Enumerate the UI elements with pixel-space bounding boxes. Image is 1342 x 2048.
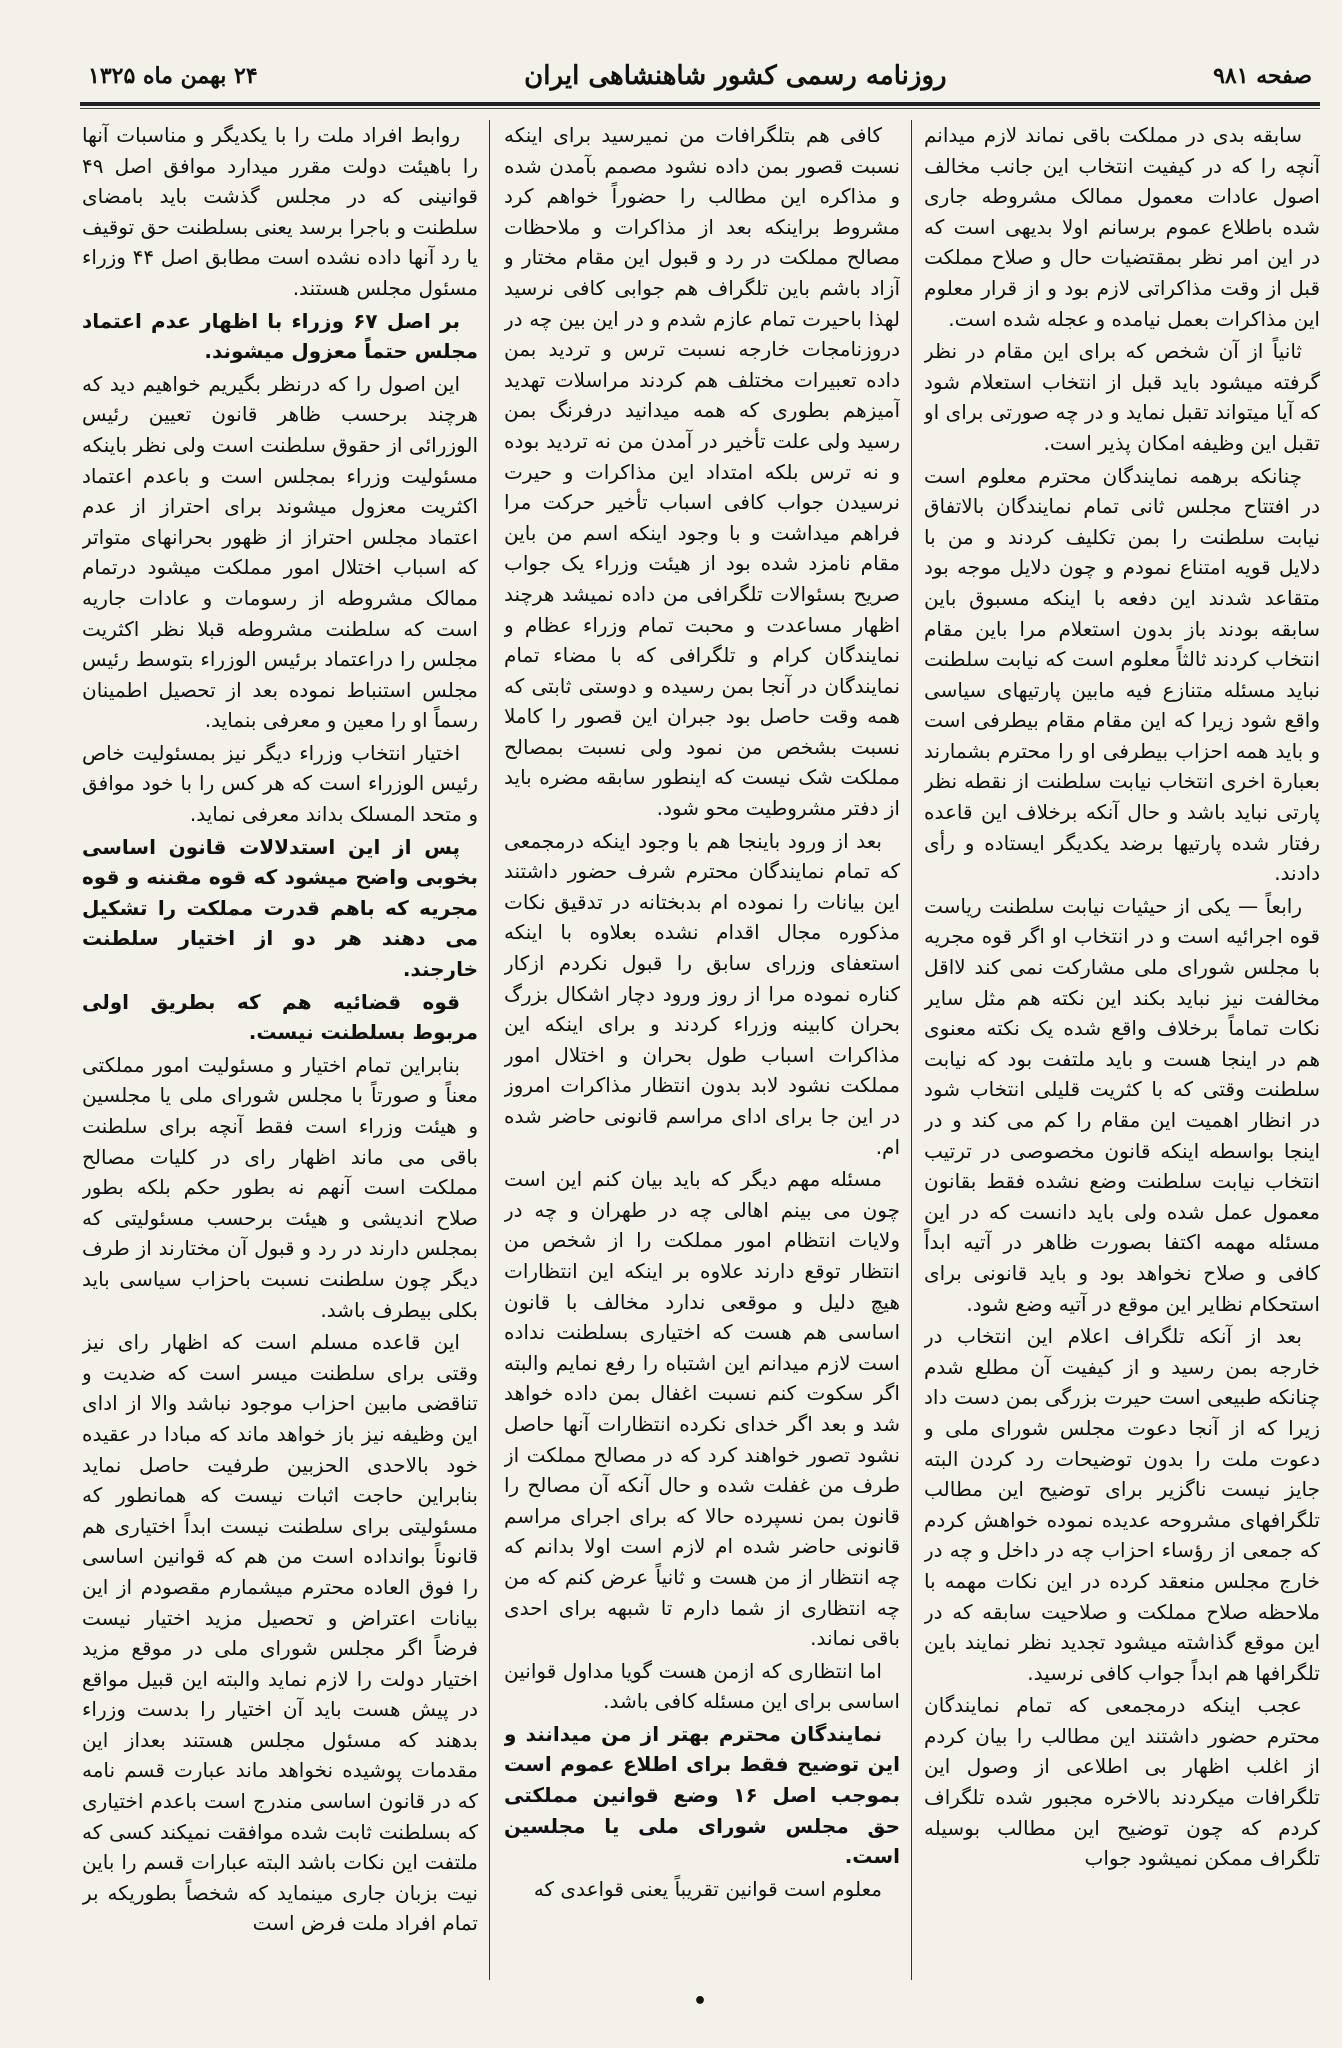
paragraph: چنانکه برهمه نمایندگان محترم معلوم است در افتتاح مجلس ثانی تمام نمایندگان بالاتفاق نیابت سلطنت را بمن تکلیف کردند و من با دلایل قویه امتناع نمودم و چون دلایل موجه بود متقاعد شدند این دفعه با اینکه مسبوق باین سابقه بودند باز بدون استعلام مرا باین مقام انتخاب کردند ثالثاً معلوم است که نیابت سلطنت نباید مسئله متنازع فیه مابین پارتیهای سیاسی واقع شود زیرا که این مقام مقام بیطرفی است و باید همه احزاب بیطرفی او را محترم بشمارند بعبارة اخری انتخاب نیابت سلطنت از نقطه نظر پارتی نباید باشد و حال آنکه برخلاف این قاعده رفتار شده پارتیها برضد یکدیگر ایستاده و رأی دادند. — [924, 463, 1320, 886]
article-columns — [80, 120, 1320, 1980]
paragraph: کافی هم بتلگرافات من نمیرسید برای اینکه نسبت قصور بمن داده نشود مصمم بآمدن شده و مذاکره این مطالب را حضوراً خواهم کرد مشروط براینکه بعد از مذاکرات و ملاحظات مصالح مملکت در رد و قبول این مقام مختار و آزاد باشم باین تلگراف هم جوابی کافی نرسید لهذا باحیرت تمام عازم شدم و در این بین چه در دروزنامجات خارجه نسبت ترس و تردید بمن داده تعبیرات مختلف هم کردند مراسلات تهدید آمیزهم بطوری که همه میدانید درفرنگ بمن رسید ولی علت تأخیر در آمدن من نه تردید بوده و نه ترس بلکه امتداد این مذاکرات و حیرت نرسیدن جواب کافی اسباب تأخیر حرکت مرا فراهم میداشت و با وجود اینکه اسم من باین مقام نامزد شده بود از هیئت وزراء یک جواب صریح بسئوالات تلگرافی من داده نمیشد هرچند اظهار مساعدت و محبت تمام وزراء عظام و نمایندگان کرام و تلگرافی که با مضاء تمام نمایندگان در آنجا بمن رسیده و دوستی ثابتی که همه وقت حاصل بود جبران این قصور را کاملا نسبت بشخص من نمود ولی نسبت بمصالح مملکت شک نیست که اینطور سابقه مضره باید از دفتر مشروطیت محو شود. — [504, 123, 900, 821]
paragraph: پس از این استدلالات قانون اساسی بخوبی واضح میشود که قوه مقننه و قوه مجریه که باهم قدرت مملکت را تشکیل می دهند هر دو از اختیار سلطنت خارجند. — [82, 834, 478, 982]
column-left — [82, 120, 478, 1980]
paragraph: ثانیاً از آن شخص که برای این مقام در نظر گرفته میشود باید قبل از انتخاب استعلام شود که آیا میتواند تقبل نماید و در چه صورتی برای او تقبل این وظیفه امکان پذیر است. — [924, 339, 1320, 455]
column-middle — [504, 120, 900, 1980]
paragraph: بنابراین تمام اختیار و مسئولیت امور مملکتی معناً و صورتاً با مجلس شورای ملی یا مجلسین و هیئت وزراء است فقط آنچه برای سلطنت باقی می ماند اظهار رای در کلیات مصالح مملکت است آنهم نه بطور حکم بلکه بطور صلاح اندیشی و هیئت برحسب مسئولیتی که بمجلس دارند در رد و قبول آن مختارند از طرف دیگر چون سلطنت نسبت باحزاب سیاسی باید بکلی بیطرف باشد. — [82, 1052, 478, 1322]
paragraph: رابعاً — یکی از حیثیات نیابت سلطنت ریاست قوه اجرائیه است و در انتخاب او اگر قوه مجریه با مجلس شورای ملی مشارکت نمی کند لااقل مخالفت نیز نباید بکند این نکته هم مثل سایر نکات تماماً برخلاف واقع شده یک نکته معنوی هم در اینجا هست و باید ملتفت بود که نیابت سلطنت وقتی که با کثریت قلیلی انتخاب شود در انظار اهمیت این مقام را کم می کند و در اینجا بواسطه اینکه قانون مخصوصی در ترتیب انتخاب نیابت سلطنت وضع نشده فقط بقانون معمول عمل شده ولی باید دانست که در این مسئله مهمه اکتفا بصورت ظاهر در آتیه ابداً کافی و صلاح نخواهد بود و باید قانونی برای استحکام نظایر این موقع در آتیه وضع شود. — [924, 893, 1320, 1316]
paragraph: معلوم است قوانین تقریباً یعنی قواعدی که — [533, 1876, 882, 1901]
newspaper-page — [80, 30, 1320, 2020]
paragraph: بر اصل ۶۷ وزراء با اظهار عدم اعتماد مجلس حتماً معزول میشوند. — [82, 308, 478, 364]
paragraph: سابقه بدی در مملکت باقی نماند لازم میدانم آنچه را که در کیفیت انتخاب این جانب مخالف اصول عادات معمول ممالک مشروطه جاری شده باطلاع عموم برسانم اولا بدیهی است که در این امر نظر بمقتضیات حال و صلاح مملکت قبل از وقت مذاکراتی لازم بود و از قرار معلوم این مذاکرات بعمل نیامده و عجله شده است. — [924, 123, 1320, 331]
paragraph: این قاعده مسلم است که اظهار رای نیز وقتی برای سلطنت میسر است که ضدیت و تناقضی مابین احزاب موجود نباشد والا از ادای این وظیفه نیز باز خواهد ماند که مبادا در عقیده خود بالاحدی الحزبین طرفیت حاصل نماید بنابراین حاجت اثبات نیست که همانطور که مسئولیتی برای سلطنت نیست ابداً اختیاری هم قانوناً بوانداده است من هم که قوانین اساسی را فوق العاده محترم میشمارم مقصودم از این بیانات اعتراض و تحصیل مزید اختیار نیست فرضاً اگر مجلس شورای ملی در موقع مزید اختیار دولت را لازم نماید والبته این قبیل مواقع در پیش هست باید آن اختیار را بدست وزراء بدهند که مسئول مجلس هستند بعداز این مقدمات پوشیده نخواهد ماند عبارت قسم نامه که در قانون اساسی مندرج است باعدم اختیاری که بسلطنت ثابت شده موافقت نمیکند کسی که ملتفت این نکات باشد البته عبارات قسم را باین نیت بزبان جاری مینماید که شخصاً بطوریکه بر تمام افراد ملت فرض است — [82, 1330, 478, 1936]
column-right — [924, 120, 1320, 1980]
newspaper-title: روزنامه رسمی کشور شاهنشاهی ایران — [524, 61, 947, 91]
column-divider — [489, 120, 490, 1980]
column-divider — [911, 120, 912, 1980]
paragraph: عجب اینکه درمجمعی که تمام نمایندگان محترم حضور داشتند این مطالب را بیان کردم از اغلب اظهار بی اطلاعی از وصول این تلگرافات میکردند بالاخره مجبور شده تلگراف کردم که چون توضیح این مطالب بوسیله تلگراف ممکن نمیشود جواب — [924, 1693, 1320, 1871]
page-header — [80, 52, 1320, 100]
paragraph: روابط افراد ملت را با یکدیگر و مناسبات آنها را باهیئت دولت مقرر میدارد موافق اصل ۴۹ قوانینی که در مجلس گذشت باید بامضای سلطنت و باجرا برسد یعنی بسلطنت حق توقیف یا رد آنها داده نشده است مطابق اصل ۴۴ وزراء مسئول مجلس هستند. — [82, 123, 478, 300]
paragraph: مسئله مهم دیگر که باید بیان کنم این است چون می بینم اهالی چه در طهران و چه در ولایات انتظام امور مملکت را از شخص من انتظار توقع دارند علاوه بر اینکه این انتظارات هیچ دلیل و موقعی ندارد مخالف با قانون اساسی هم هست که اختیاری بسلطنت نداده است لازم میدانم این اشتباه را رفع نمایم والبته اگر سکوت کنم نسبت اغفال بمن داده خواهد شد و بعد اگر خدای نکرده انتظارات آنها حاصل نشود تصور خواهند کرد که در مصالح مملکت از طرف من غفلت شده و حال آنکه آن مصالح را قانون بمن نسپرده حالا که برای اجرای مراسم قانونی حاضر شده ام لازم است اولا بدانم که چه انتظار از من هست و ثانیاً عرض کنم که من چه انتظاری از شما دارم تا شبهه برای احدی باقی نماند. — [504, 1167, 900, 1651]
header-rule — [80, 102, 1320, 106]
paragraph: اما انتظاری که ازمن هست گویا مداول قوانین اساسی برای این مسئله کافی باشد. — [504, 1658, 900, 1714]
paragraph: نمایندگان محترم بهتر از من میدانند و این توضیح فقط برای اطلاع عموم است بموجب اصل ۱۶ وضع قوانین مملکتی حق مجلس شورای ملی یا مجلسین است. — [504, 1721, 900, 1869]
paragraph: قوه قضائیه هم که بطریق اولی مربوط بسلطنت نیست. — [82, 989, 478, 1045]
paragraph: این اصول را که درنظر بگیریم خواهیم دید که هرچند برحسب ظاهر قانون تعیین رئیس الوزرائی از حقوق سلطنت است ولی نظر باینکه مسئولیت وزراء بمجلس است و باعدم اعتماد اکثریت معزول میشوند برای احتراز از عدم اعتماد مجلس احتراز از ظهور بحرانهای متواتر که اسباب اختلال امور مملکت میشود درتمام ممالک مشروطه از رسومات و عادات جاریه است که سلطنت مشروطه قبلا نظر اکثریت مجلس را دراعتماد برئیس الوزراء بتوسط رئیس مجلس استنباط نموده بعد از تحصیل اطمینان رسماً او را معین و معرفی بنماید. — [82, 371, 478, 733]
paragraph: بعد از آنکه تلگراف اعلام این انتخاب در خارجه بمن رسید و از کیفیت آن مطلع شدم چنانکه طبیعی است حیرت بزرگی بمن دست داد زیرا که از آنجا دعوت مجلس شورای ملی و دعوت ملت را بدون توضیحات رد کردن البته جایز نیست ناگزیر برای توضیح این مطالب تلگرافهای مشروحه عدیده نموده خواهش کردم که جمعی از رؤساء احزاب چه در داخل و چه در خارج مجلس منعقد کرده در این نکات مهمه با ملاحظه صلاح مملکت و صلاحیت سابقه که در این موقع گذاشته میشود تجدید نظر نمایند باین تلگرافها هم ابداً جواب کافی نرسید. — [924, 1324, 1320, 1685]
page-footer-mark: • — [692, 1989, 708, 2014]
paragraph: اختیار انتخاب وزراء دیگر نیز بمسئولیت خاص رئیس الوزراء است که هر کس را با خود موافق و متحد المسلک بداند معرفی نماید. — [82, 740, 478, 827]
header-rule-thin — [80, 108, 1320, 109]
issue-date: ۲۴ بهمن ماه ۱۳۲۵ — [88, 63, 258, 89]
page-number: صفحه ۹۸۱ — [1213, 63, 1312, 89]
paragraph: بعد از ورود باینجا هم با وجود اینکه درمجمعی که تمام نمایندگان محترم شرف حضور داشتند این بیانات را نموده ام بدبختانه در تدقیق نکات مذکوره مجال اقدام نشده بعلاوه با اینکه استعفای وزرای سابق را قبول نکردم ازکار کناره نموده مرا از روز ورود دچار اشکال بزرگ بحران کابینه وزراء کردند و برای اینکه این مذاکرات اسباب طول بحران و اختلال امور مملکت نشود لابد بدون انتظار مذاکرات امروز در این جا برای ادای مراسم قانونی حاضر شده ام. — [504, 828, 900, 1159]
